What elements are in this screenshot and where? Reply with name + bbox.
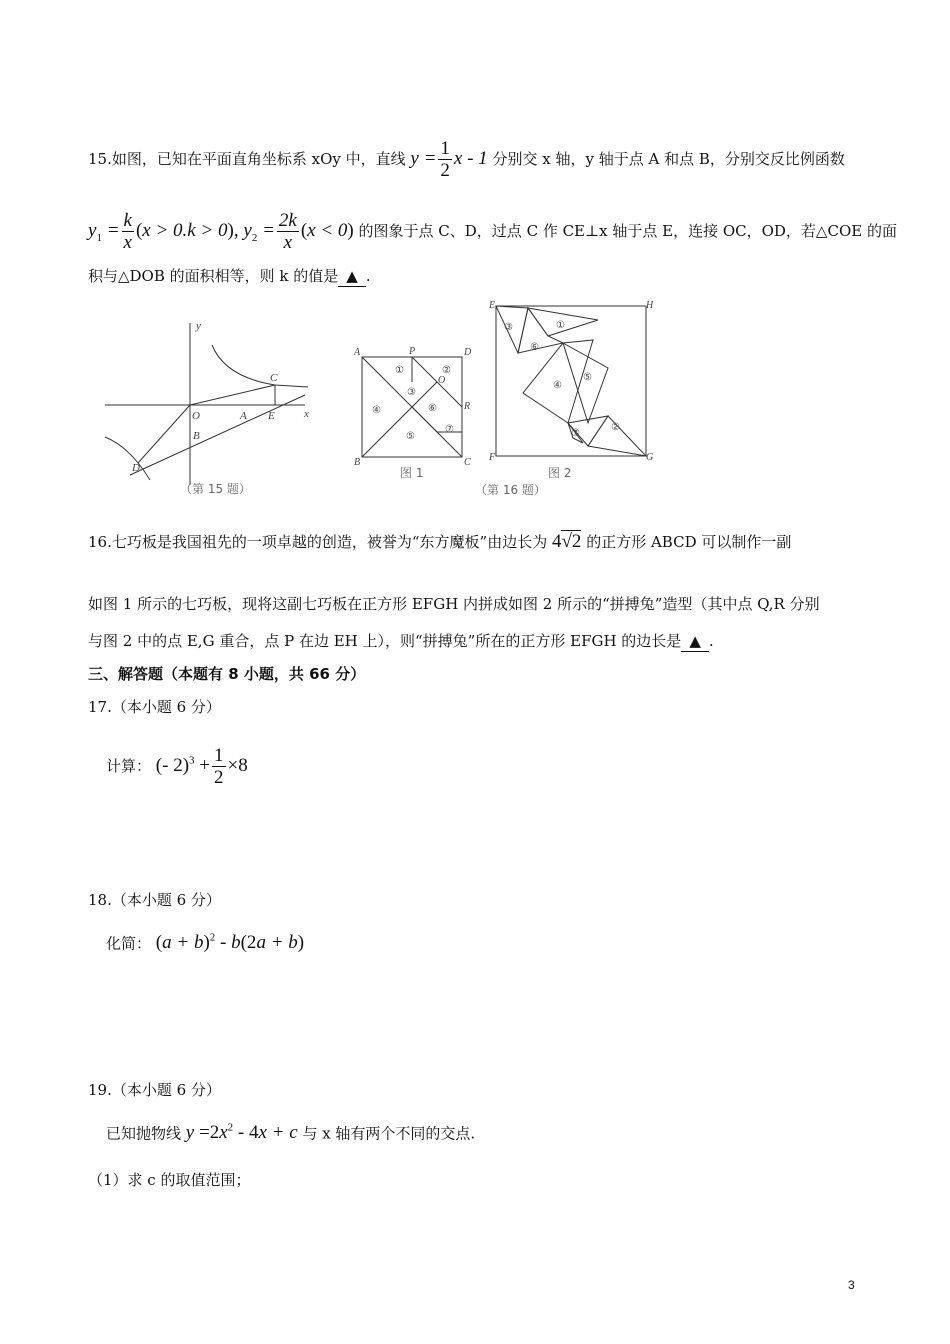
q15-line3 [88,266,371,287]
piece-3: ③ [504,322,513,333]
q16-text-3: 与图 2 中的点 E,G 重合，点 P 在边 EH 上），则“拼搏兔”所在的正方形 EFGH 的边长是 [88,632,682,650]
q16-line3 [88,631,714,652]
label-d: D [132,462,140,474]
label-g: G [646,452,654,463]
caption-fig1: 图 1 [400,466,424,480]
rabbit-piece-5 [563,343,608,423]
q15-line1 [88,138,845,181]
q16-side-length: 4√2 [551,531,582,552]
q15-line2 [88,210,897,253]
q15-functions: $y_1$ = $\frac{k}{x}$ (x > 0.k > 0), $y_2$ = $\frac{2k}{x}$ (x < 0) [88,210,354,253]
q19-parabola: $y =2x^2 - 4x + c$ [185,1122,298,1144]
label-h: H [646,300,654,311]
q18-head: 18.（本小题 6 分） [88,891,221,909]
label-p: P [409,346,416,357]
q16-line2 [88,594,820,614]
q19-text-1b: 与 x 轴有两个不同的交点. [302,1124,476,1143]
page-number: 3 [848,1278,855,1292]
q19-head: 19.（本小题 6 分） [88,1081,221,1099]
label-c: C [270,372,278,384]
q17-expression: (- 2)$^3$ + $\frac{1}{2}$ ×8 [155,745,248,788]
line-ab [130,395,305,475]
section-3-title: 三、解答题（本题有 8 小题，共 66 分） [88,665,366,683]
q16-text-2: 如图 1 所示的七巧板，现将这副七巧板在正方形 EFGH 内拼成如图 2 所示的“拼搏兔”造型（其中点 Q,R 分别 [88,595,820,613]
curve-c [212,345,308,387]
label-e: E [489,300,496,311]
piece-4: ④ [372,405,381,416]
q15-answer-blank: ▲ [338,266,366,287]
piece-1: ① [395,365,404,376]
figure-16-1 [350,345,480,465]
segment-od [138,405,190,463]
curve-d [105,437,150,480]
label-b: B [193,430,200,442]
piece-4: ④ [553,380,562,391]
caption-fig2: 图 2 [548,466,572,480]
label-d: D [464,347,472,358]
q17-body [106,745,248,788]
piece-6: ⑥ [428,403,437,414]
piece-1: ① [556,320,565,331]
q16-line1 [88,532,791,552]
piece-2: ② [611,422,620,433]
q18-body [106,928,304,953]
label-y: y [196,320,201,332]
q15-line-equation: y = $\frac{1}{2}$ x - 1 [410,138,488,181]
caption-15: （第 15 题） [180,482,251,496]
piece-5: ⑤ [583,372,592,383]
q17-head: 17.（本小题 6 分） [88,698,221,716]
q16-answer-blank: ▲ [681,631,709,652]
label-o: O [192,410,200,422]
segment-oc [190,385,275,405]
label-a: A [354,347,361,358]
caption-16: （第 16 题） [475,483,546,497]
q15-text-3: 积与△DOB 的面积相等，则 k 的值是 [88,267,339,285]
label-r: R [464,401,471,412]
label-b: B [354,457,361,465]
label-f: F [489,452,496,463]
q15-text-1a: 15.如图，已知在平面直角坐标系 xOy 中，直线 [88,149,406,168]
piece-7: ⑦ [445,424,454,435]
q17-label: 计算： [106,756,152,775]
piece-7: ⑦ [571,428,580,439]
q18-label: 化简： [106,934,152,953]
segment-bo [362,382,437,457]
q15-text-1b: 分别交 x 轴，y 轴于点 A 和点 B，分别交反比例函数 [492,149,845,168]
label-e: E [268,410,275,422]
label-x: x [304,408,309,420]
q15-text-2: 的图象于点 C、D，过点 C 作 CE⊥x 轴于点 E，连接 OC，OD，若△COE 的面 [358,221,897,240]
q16-text-1a: 16.七巧板是我国祖先的一项卓越的创造，被誉为“东方魔板”由边长为 [88,533,548,551]
q16-end: . [708,632,714,650]
label-a: A [240,410,247,422]
figure-16-2 [488,298,658,463]
figure-15 [100,315,320,495]
piece-3: ③ [407,387,416,398]
label-c: C [464,457,471,465]
q19-text-1a: 已知抛物线 [106,1124,182,1143]
q19-sub1: （1）求 c 的取值范围； [88,1171,251,1189]
q19-line1 [106,1118,475,1143]
q16-text-1b: 的正方形 ABCD 可以制作一副 [586,533,792,551]
piece-2: ② [442,365,451,376]
q18-expression: $(a + b)^2 - b(2a + b)$ [155,932,305,954]
label-o: O [438,375,446,386]
piece-5: ⑤ [406,431,415,442]
q15-end: . [365,267,371,285]
piece-6: ⑥ [530,342,539,353]
